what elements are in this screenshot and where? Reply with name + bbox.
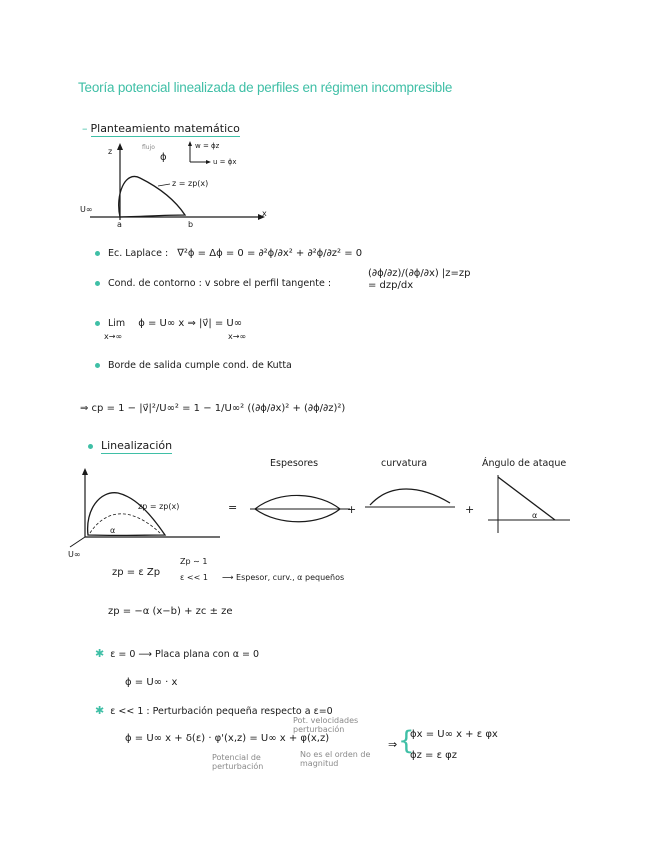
system-eq-1: ϕx = U∞ x + ε φx xyxy=(410,729,498,740)
bullet-dot xyxy=(95,363,100,368)
bullet-limit xyxy=(95,318,242,329)
bullet-label: Lim xyxy=(108,318,126,329)
boundary-equation: (∂ϕ/∂z)/(∂ϕ/∂x) |z=zp = dzp/dx xyxy=(368,268,471,291)
case-label: ε = 0 ⟶ Placa plana con α = 0 xyxy=(110,649,260,660)
implies-arrow: ⇒ xyxy=(388,738,398,751)
wu-axis-h-arrow xyxy=(206,160,211,164)
case-flat-plate-eq: ϕ = U∞ · x xyxy=(125,677,178,688)
z-axis-arrow xyxy=(117,143,123,150)
lin-airfoil-profile xyxy=(88,493,165,536)
col-header-espesores: Espesores xyxy=(270,458,319,469)
bullet-dot xyxy=(95,251,100,256)
b-label: b xyxy=(188,220,194,229)
profile-label-leader xyxy=(158,184,170,186)
bullet-dot xyxy=(95,321,100,326)
w-label: w = ϕz xyxy=(195,142,220,150)
note-orden-magnitud: No es el orden de magnitud xyxy=(300,750,371,768)
section-heading-linealizacion xyxy=(88,439,172,452)
u-label: u = ϕx xyxy=(213,158,237,166)
lin-profile-label: zp = zp(x) xyxy=(138,502,180,511)
limit-equation: ϕ = U∞ x ⇒ |v⃗| = U∞ xyxy=(138,318,243,329)
bullet-kutta xyxy=(95,360,292,371)
section-heading-label: Planteamiento matemático xyxy=(90,122,240,135)
zp-equation: zp = ε Zp xyxy=(112,567,161,578)
zp-decomposition: zp = −α (x−b) + zc ± ze xyxy=(108,606,233,617)
laplace-equation: ∇²ϕ = Δϕ = 0 = ∂²ϕ/∂x² + ∂²ϕ/∂z² = 0 xyxy=(177,248,363,259)
profile-z-axis-arrow xyxy=(82,468,88,475)
section-heading-label: Linealización xyxy=(101,439,173,452)
col-header-curvatura: curvatura xyxy=(381,458,428,469)
camber-line xyxy=(90,514,160,533)
zp-condition-1: Zp ∼ 1 xyxy=(180,557,208,566)
bullet-dot xyxy=(95,281,100,286)
page-title: Teoría potencial linealizada de perfiles en régimen incompresible xyxy=(78,80,453,95)
a-label: a xyxy=(117,220,122,229)
lin-uinf: U∞ xyxy=(68,550,81,559)
uinf-label: U∞ xyxy=(80,205,93,214)
case-label: ε << 1 : Perturbación pequeña respecto a ε=0 xyxy=(110,706,333,717)
phi-note: flujo xyxy=(142,144,155,151)
bullet-label: Cond. de contorno : v sobre el perfil tangente : xyxy=(108,278,332,289)
note-potencial-perturbacion: Potencial de perturbación xyxy=(212,753,264,771)
z-axis-label: z xyxy=(108,147,113,156)
bullet-label: Ec. Laplace : xyxy=(108,248,169,259)
cp-equation: ⇒ cp = 1 − |v⃗|²/U∞² = 1 − 1/U∞² ((∂ϕ/∂x)² + (∂ϕ/∂z)²) xyxy=(80,403,346,414)
linearization-diagram xyxy=(70,465,590,560)
wu-axis-v-arrow xyxy=(188,141,192,146)
limit-sub-2: x→∞ xyxy=(228,332,247,341)
airfoil-diagram xyxy=(80,140,280,240)
equals-sign: = xyxy=(228,501,238,514)
aoa-alpha: α xyxy=(532,511,538,520)
system-eq-2: ϕz = ε φz xyxy=(410,750,458,761)
lin-alpha: α xyxy=(110,526,116,535)
x-axis-label: x xyxy=(262,209,267,218)
dash-marker: – xyxy=(82,122,88,135)
case-flat-plate xyxy=(95,647,259,660)
camber-shape xyxy=(370,489,450,505)
profile-label: z = zp(x) xyxy=(172,179,209,188)
star-marker: ✱ xyxy=(95,647,105,660)
zp-condition-2: ε << 1 xyxy=(180,573,208,582)
bullet-label: Borde de salida cumple cond. de Kutta xyxy=(108,360,292,371)
bullet-boundary xyxy=(95,278,331,289)
aoa-plate xyxy=(498,477,555,520)
phi-label: ϕ xyxy=(160,152,167,163)
star-marker: ✱ xyxy=(95,704,105,717)
zp-condition-note: ⟶ Espesor, curv., α pequeños xyxy=(222,573,345,582)
incoming-flow xyxy=(70,537,85,547)
plus-sign-2: + xyxy=(465,503,475,516)
section-heading-planteamiento xyxy=(82,122,240,135)
bullet-dot xyxy=(88,444,93,449)
system-brace: { xyxy=(398,726,415,756)
note-pot-velocidades: Pot. velocidades perturbación xyxy=(293,716,359,734)
bullet-laplace xyxy=(95,248,362,259)
limit-sub-1: x→∞ xyxy=(104,332,123,341)
col-header-angulo: Ángulo de ataque xyxy=(482,458,567,469)
perturbation-equation: ϕ = U∞ x + δ(ε) · φ'(x,z) = U∞ x + φ(x,z) xyxy=(125,733,330,744)
plus-sign-1: + xyxy=(347,503,357,516)
